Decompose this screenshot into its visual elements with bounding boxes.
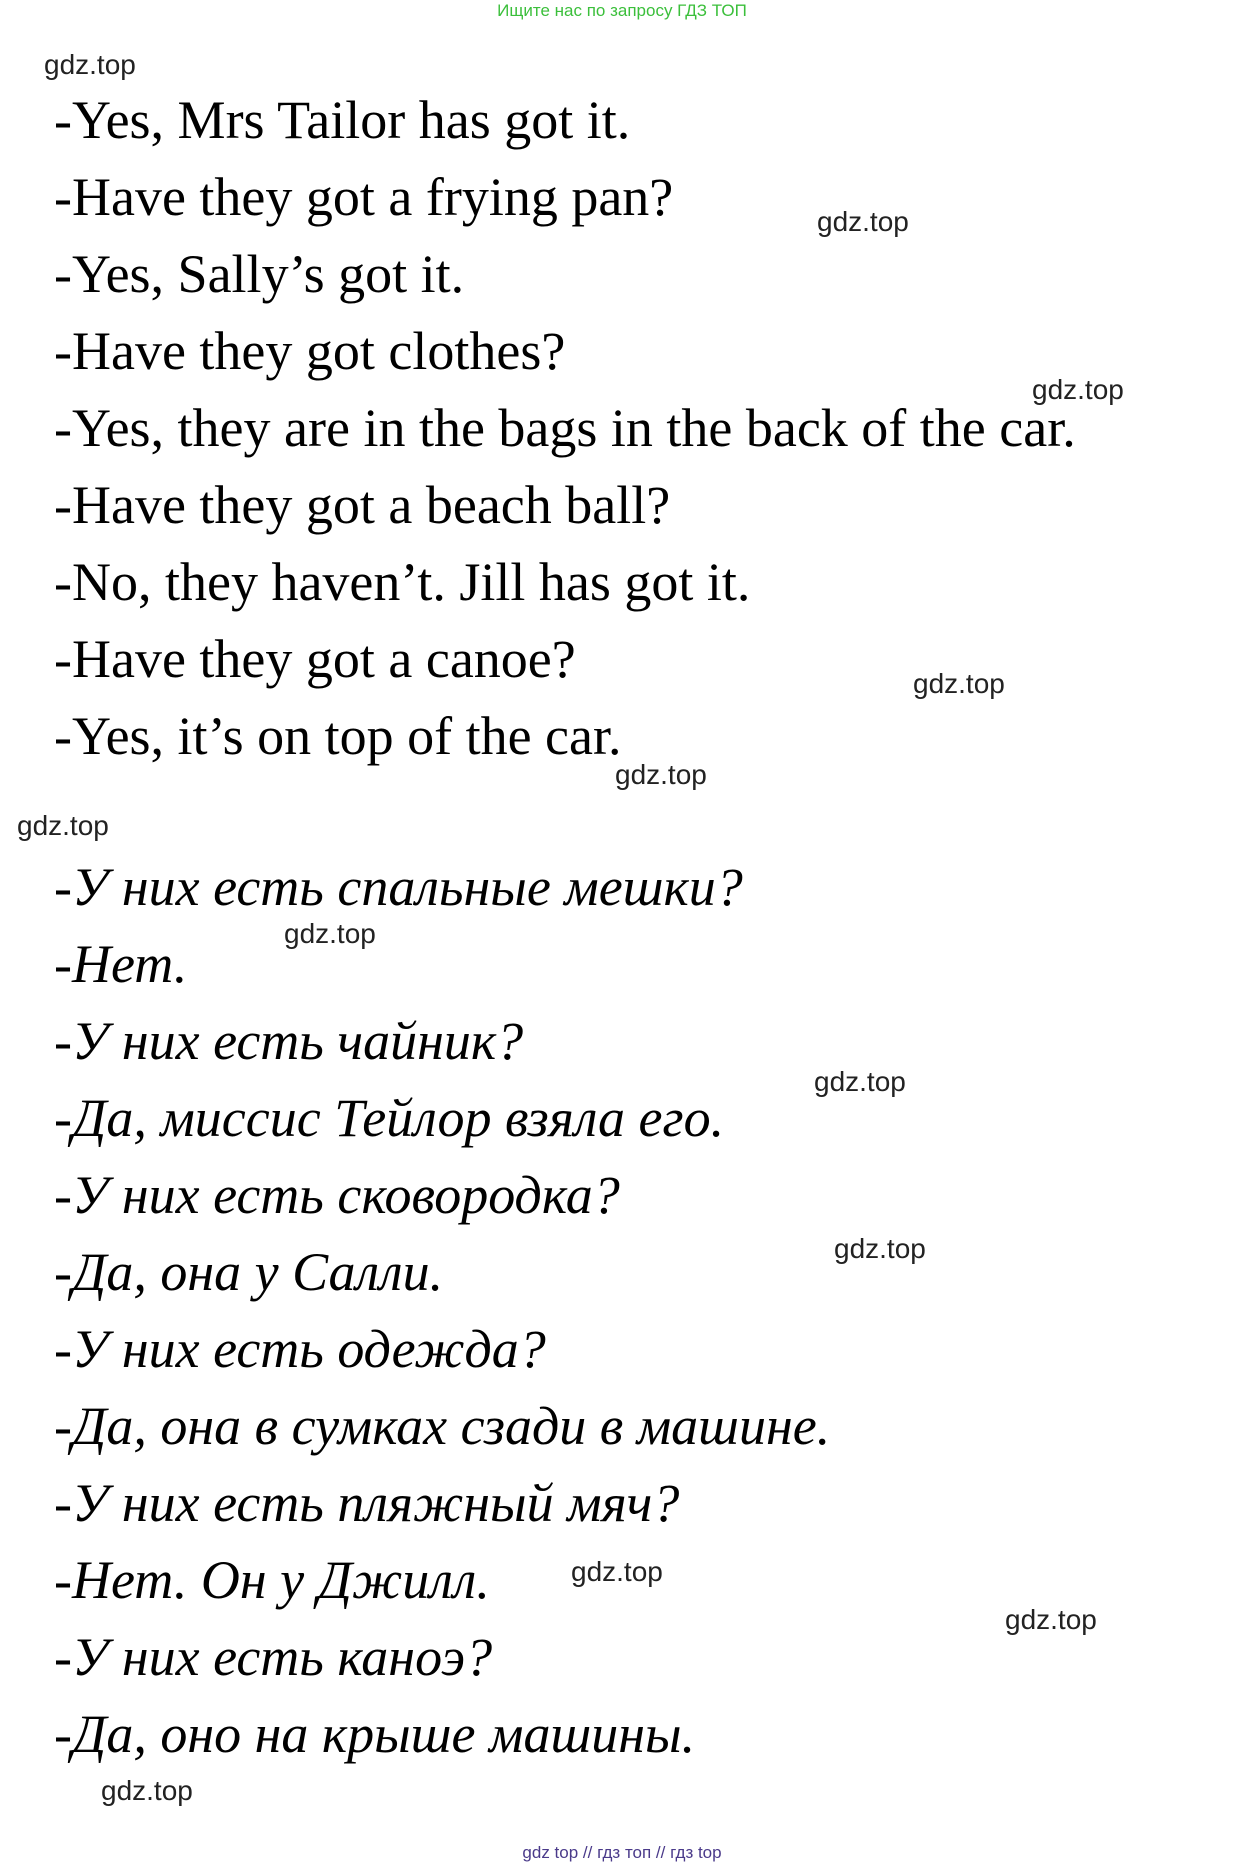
english-line: -Have they got clothes? [54, 321, 566, 381]
english-line: -Have they got a frying pan? [54, 167, 674, 227]
russian-line: -Да, она у Салли. [54, 1242, 444, 1302]
watermark: gdz.top [913, 668, 1005, 699]
russian-line: -Нет. [54, 934, 188, 994]
footer: gdz top // гдз топ // гдз top [522, 1843, 722, 1862]
watermark: gdz.top [571, 1556, 663, 1587]
english-line: -Yes, they are in the bags in the back of the car. [54, 398, 1076, 458]
english-line: -Yes, Mrs Tailor has got it. [54, 90, 631, 150]
watermark: gdz.top [101, 1775, 193, 1806]
russian-line: -У них есть одежда? [54, 1319, 546, 1379]
russian-line: -У них есть чайник? [54, 1011, 524, 1071]
english-line: -Have they got a canoe? [54, 629, 576, 689]
english-line: -Yes, it’s on top of the car. [54, 706, 622, 766]
english-line: -No, they haven’t. Jill has got it. [54, 552, 751, 612]
russian-line: -У них есть сковородка? [54, 1165, 620, 1225]
russian-line: -Да, она в сумках сзади в машине. [54, 1396, 831, 1456]
watermark: gdz.top [834, 1233, 926, 1264]
watermark: gdz.top [817, 206, 909, 237]
russian-line: -Да, оно на крыше машины. [54, 1704, 696, 1764]
watermark: gdz.top [44, 49, 136, 80]
english-line: -Have they got a beach ball? [54, 475, 671, 535]
watermark: gdz.top [1005, 1604, 1097, 1635]
russian-line: -Да, миссис Тейлор взяла его. [54, 1088, 725, 1148]
watermark: gdz.top [284, 918, 376, 949]
english-line: -Yes, Sally’s got it. [54, 244, 465, 304]
watermark: gdz.top [1032, 374, 1124, 405]
watermark: gdz.top [17, 810, 109, 841]
top-banner: Ищите нас по запросу ГДЗ ТОП [497, 1, 747, 20]
russian-line: -У них есть пляжный мяч? [54, 1473, 680, 1533]
russian-line: -У них есть спальные мешки? [54, 857, 743, 917]
watermark: gdz.top [814, 1066, 906, 1097]
watermark: gdz.top [615, 759, 707, 790]
russian-line: -У них есть каноэ? [54, 1627, 493, 1687]
russian-line: -Нет. Он у Джилл. [54, 1550, 490, 1610]
